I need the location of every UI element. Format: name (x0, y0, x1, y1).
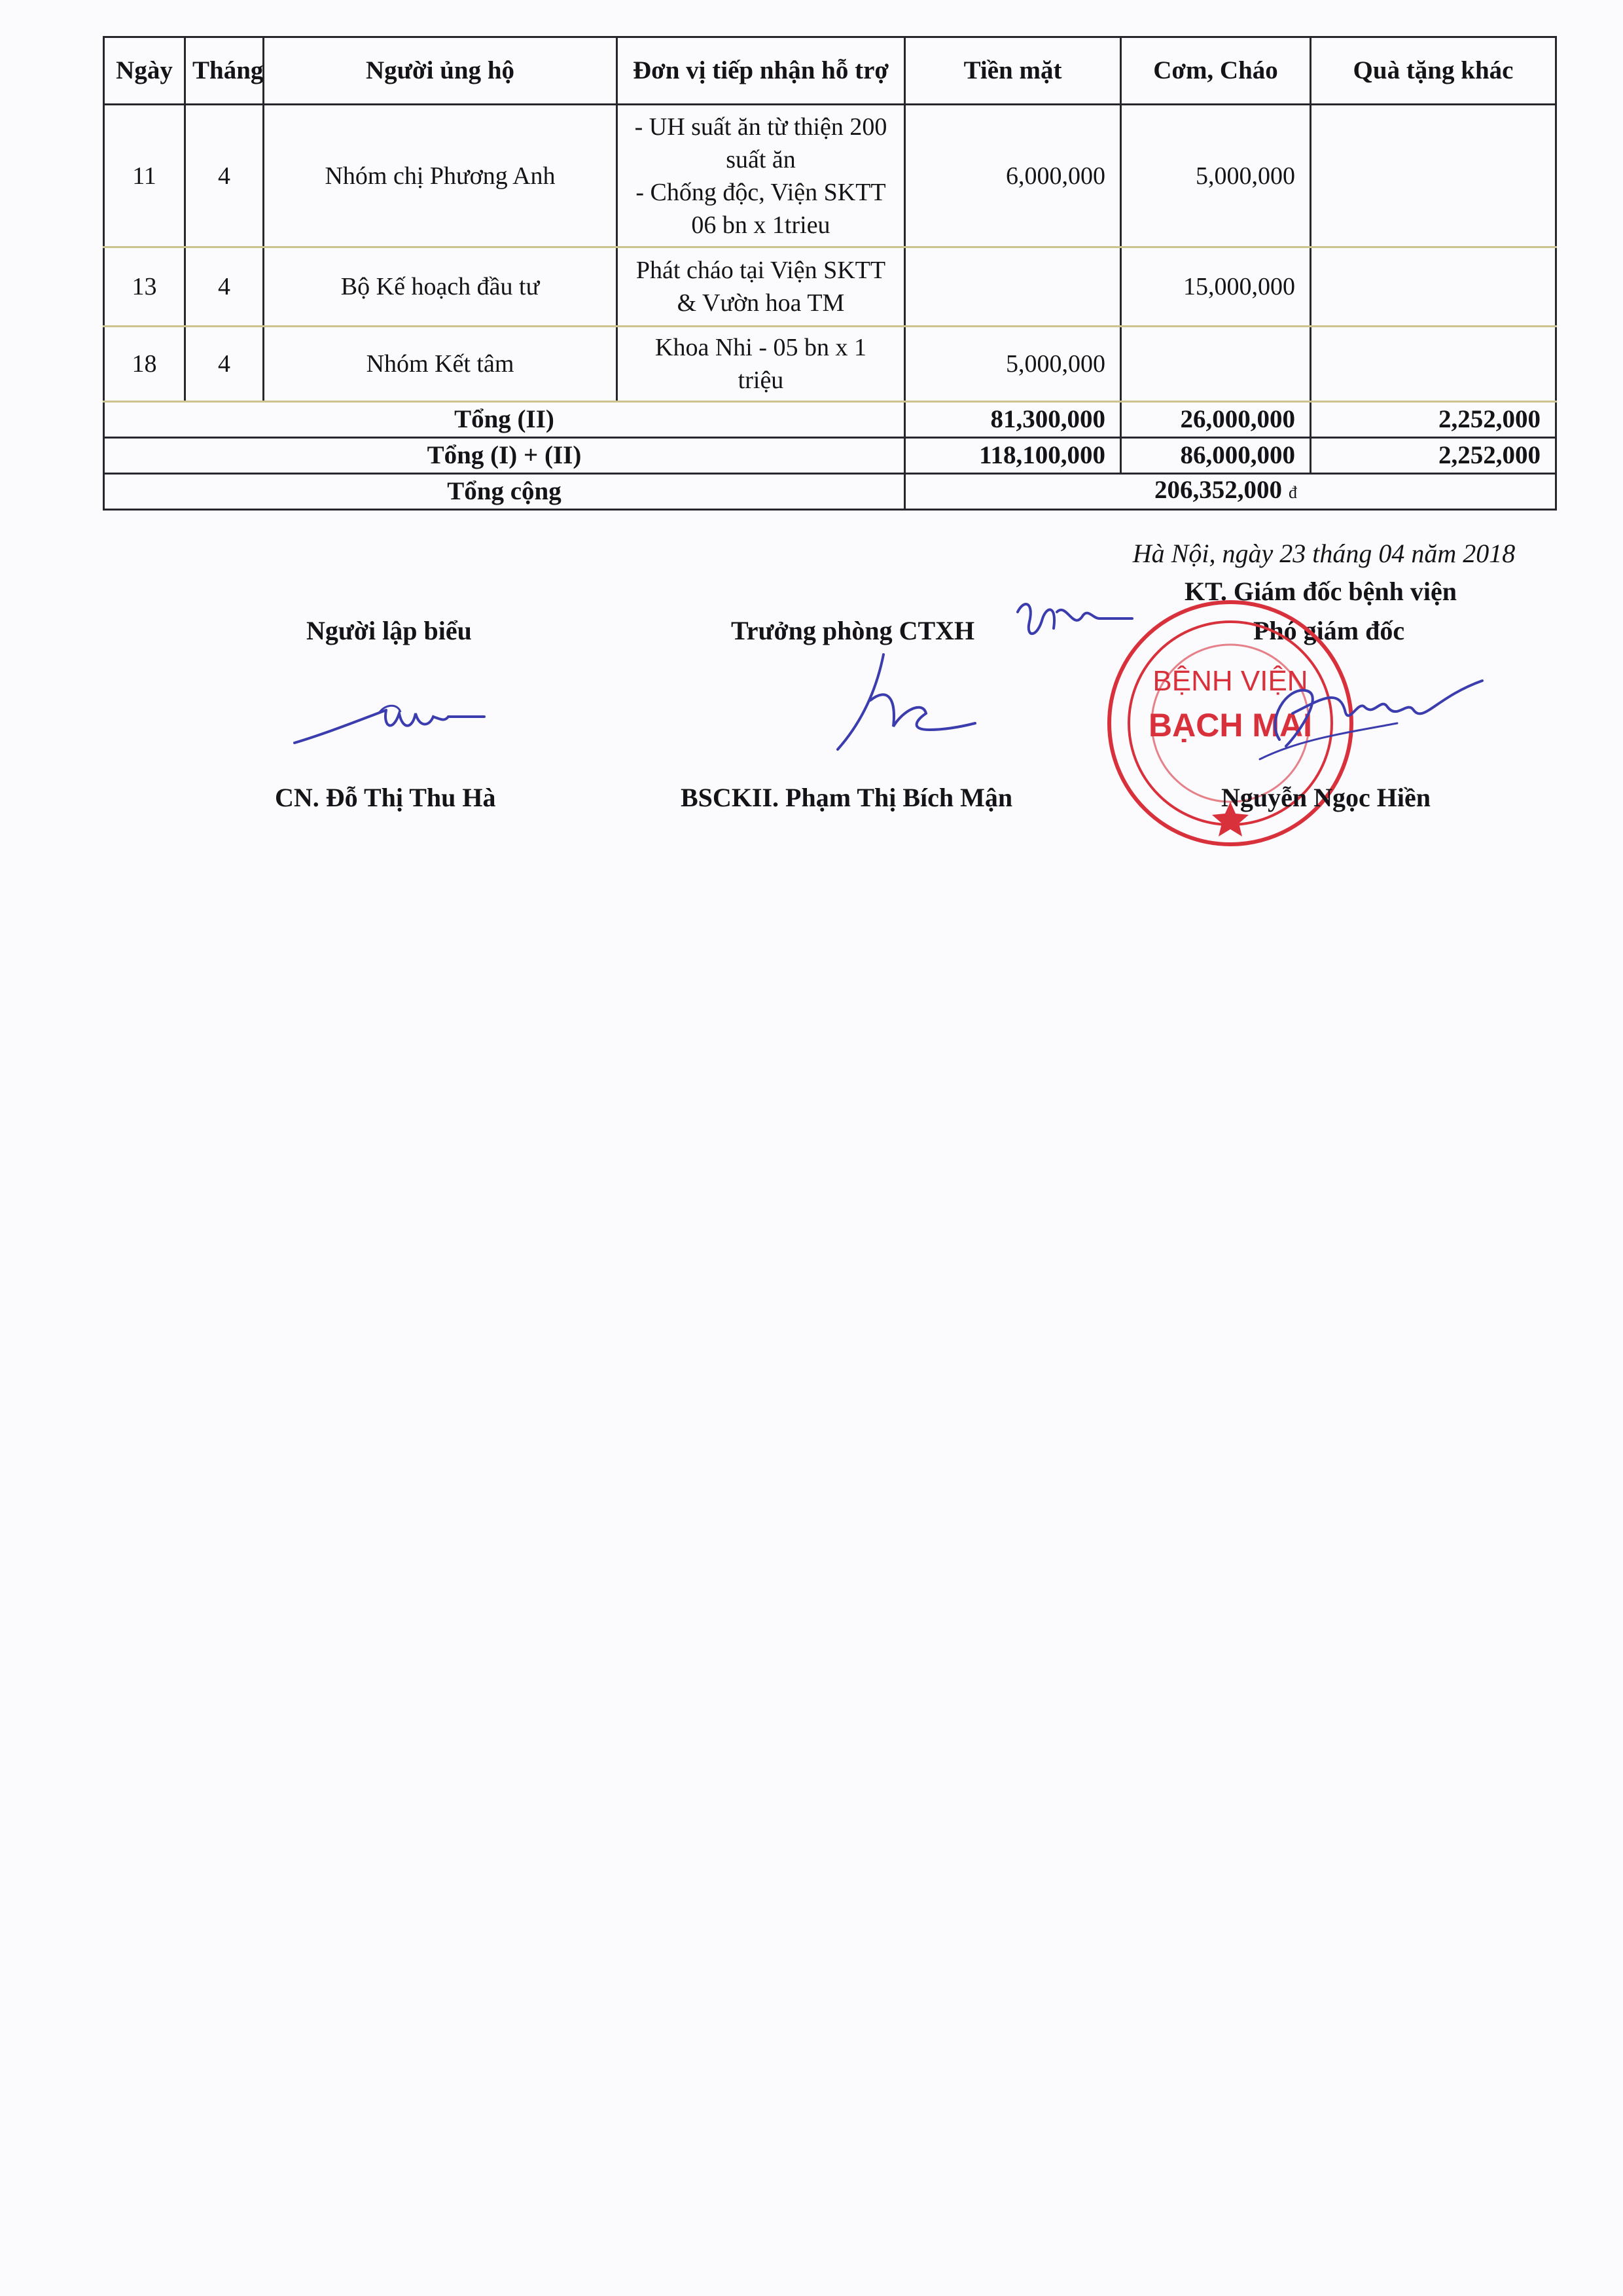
combined-total-gifts: 2,252,000 (1311, 438, 1556, 474)
subtotal-label: Tổng (II) (104, 402, 905, 438)
cell-recipient (617, 105, 905, 247)
grand-total-value: 206,352,000 (1154, 476, 1282, 504)
cell-donor: Nhóm chị Phương Anh (264, 105, 617, 247)
grand-total-cell (905, 474, 1556, 510)
head-of-dept-signature (825, 648, 982, 759)
subtotal-cash: 81,300,000 (905, 402, 1121, 438)
cell-cash: 6,000,000 (905, 105, 1121, 247)
cell-recipient (617, 247, 905, 327)
cell-month: 4 (185, 247, 264, 327)
combined-total-meals: 86,000,000 (1121, 438, 1311, 474)
currency-unit: đ (1289, 483, 1297, 502)
cell-meals (1121, 327, 1311, 402)
grand-total-row (104, 474, 1556, 510)
recipient-line: suất ăn (726, 145, 796, 173)
cell-day: 13 (104, 247, 185, 327)
cell-month: 4 (185, 105, 264, 247)
seal-text-line2: BẠCH MAI (1149, 707, 1312, 744)
subtotal-row (104, 402, 1556, 438)
header-cash: Tiền mặt (905, 37, 1121, 105)
head-of-dept-title: Trưởng phòng CTXH (731, 616, 975, 645)
preparer-title: Người lập biểu (306, 616, 472, 645)
recipient-line: triệu (738, 367, 784, 394)
combined-total-row (104, 438, 1556, 474)
cell-gifts (1311, 105, 1556, 247)
table-header-row (104, 37, 1556, 105)
recipient-line: - UH suất ăn từ thiện 200 (634, 113, 887, 141)
preparer-name: CN. Đỗ Thị Thu Hà (275, 783, 496, 812)
cell-day: 18 (104, 327, 185, 402)
cell-meals: 5,000,000 (1121, 105, 1311, 247)
header-donor: Người ủng hộ (264, 37, 617, 105)
cell-month: 4 (185, 327, 264, 402)
donation-table (103, 36, 1557, 511)
recipient-line: 06 bn x 1trieu (691, 211, 830, 239)
director-title: KT. Giám đốc bệnh viện (1185, 577, 1457, 606)
cell-day: 11 (104, 105, 185, 247)
cell-gifts (1311, 247, 1556, 327)
combined-total-label: Tổng (I) + (II) (104, 438, 905, 474)
recipient-line: & Vườn hoa TM (677, 289, 845, 317)
cell-donor: Bộ Kế hoạch đầu tư (264, 247, 617, 327)
cell-cash: 5,000,000 (905, 327, 1121, 402)
table-row (104, 247, 1556, 327)
cell-recipient (617, 327, 905, 402)
date-line: Hà Nội, ngày 23 tháng 04 năm 2018 (1132, 539, 1516, 568)
table-row (104, 105, 1556, 247)
director-subtitle: Phó giám đốc (1253, 616, 1405, 645)
head-of-dept-name: BSCKII. Phạm Thị Bích Mận (681, 783, 1013, 812)
subtotal-gifts: 2,252,000 (1311, 402, 1556, 438)
grand-total-label: Tổng cộng (104, 474, 905, 510)
header-recipient: Đơn vị tiếp nhận hỗ trợ (617, 37, 905, 105)
subtotal-meals: 26,000,000 (1121, 402, 1311, 438)
combined-total-cash: 118,100,000 (905, 438, 1121, 474)
table-row (104, 327, 1556, 402)
seal-text-line1: BỆNH VIỆN (1152, 665, 1308, 697)
cell-cash (905, 247, 1121, 327)
recipient-line: - Chống độc, Viện SKTT (635, 178, 886, 206)
director-signature (1240, 661, 1489, 772)
director-name: Nguyễn Ngọc Hiền (1221, 783, 1431, 812)
preparer-signature (288, 681, 497, 753)
cell-donor: Nhóm Kết tâm (264, 327, 617, 402)
header-day: Ngày (104, 37, 185, 105)
header-month: Tháng (185, 37, 264, 105)
cell-meals: 15,000,000 (1121, 247, 1311, 327)
recipient-line: Khoa Nhi - 05 bn x 1 (655, 334, 866, 361)
header-meals: Cơm, Cháo (1121, 37, 1311, 105)
cell-gifts (1311, 327, 1556, 402)
recipient-line: Phát cháo tại Viện SKTT (635, 257, 886, 284)
header-gifts: Quà tặng khác (1311, 37, 1556, 105)
